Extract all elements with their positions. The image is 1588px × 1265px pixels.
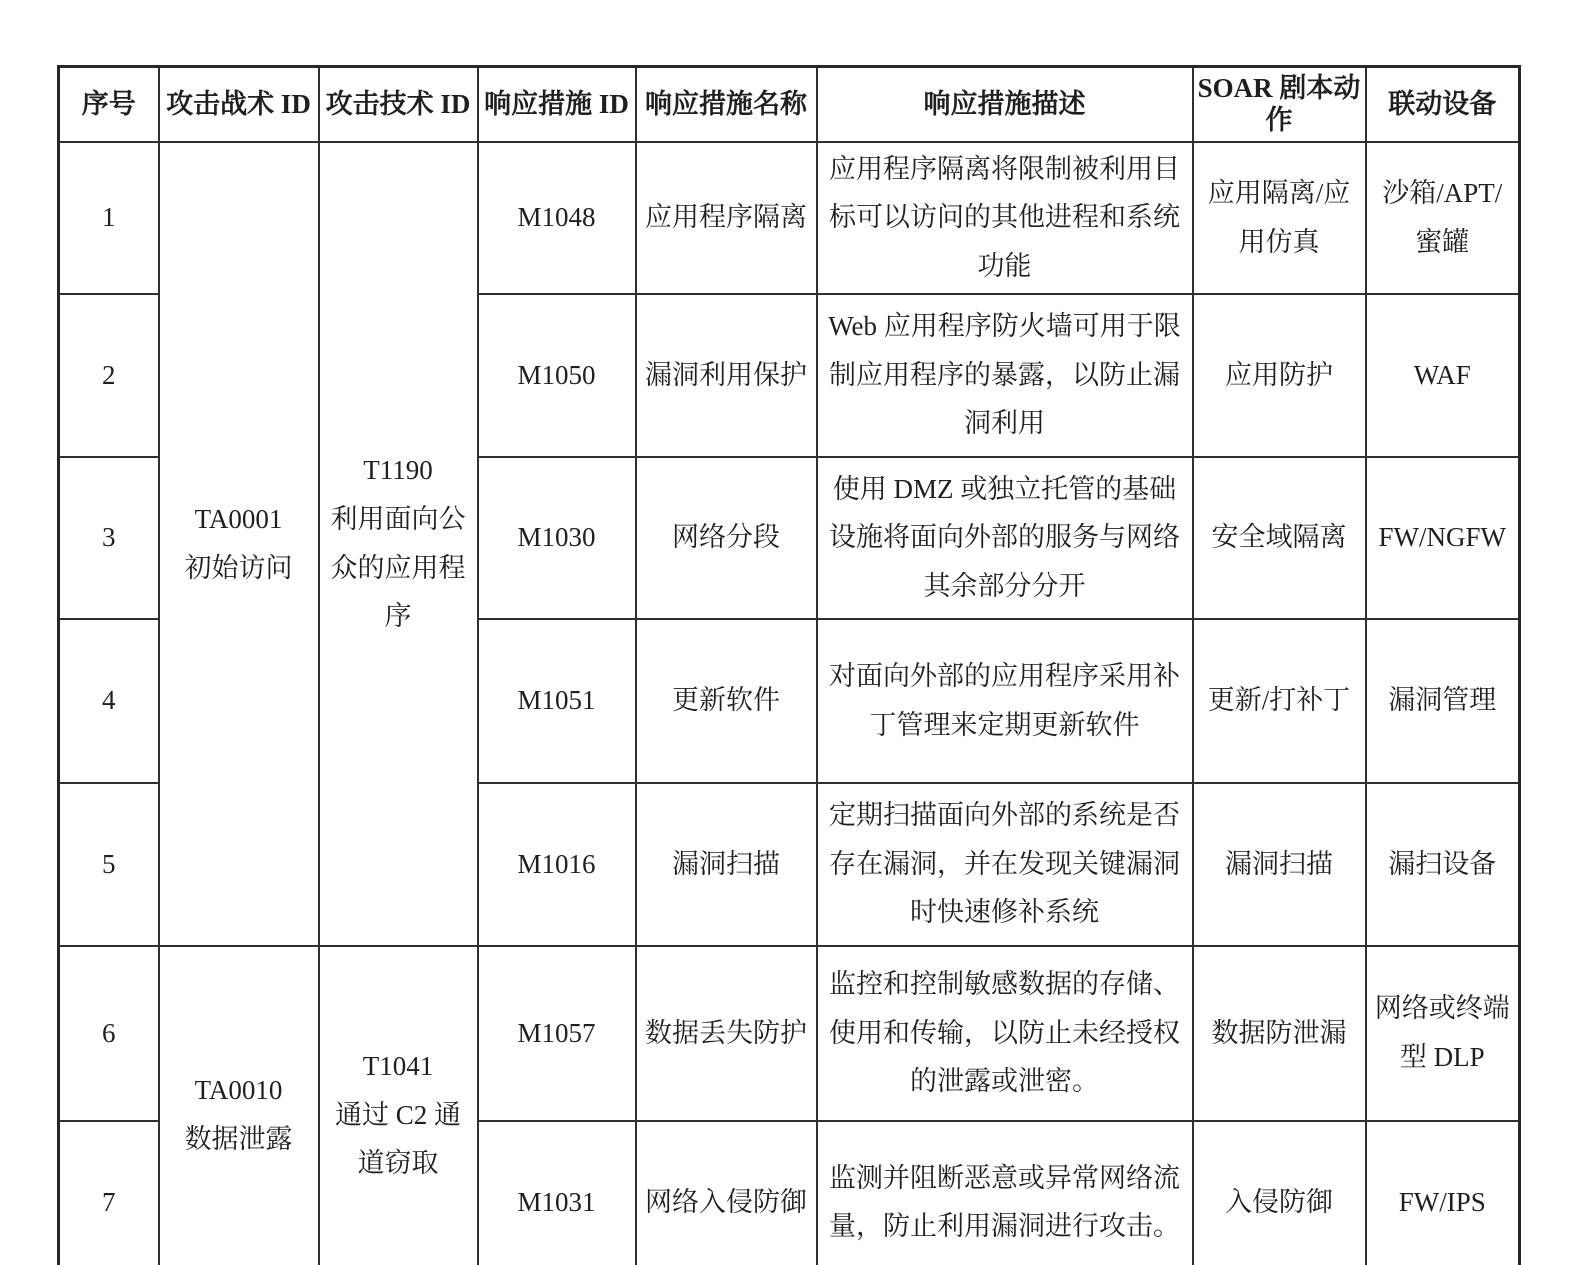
technique-name: 利用面向公众的应用程序 <box>330 504 466 632</box>
soar-action: 漏洞扫描 <box>1193 783 1366 946</box>
column-header-measure-desc: 响应措施描述 <box>817 67 1193 142</box>
table-row <box>59 142 1520 294</box>
measure-desc: 应用程序隔离将限制被利用目标可以访问的其他进程和系统功能 <box>817 142 1193 294</box>
row-index: 7 <box>59 1121 159 1265</box>
linked-device: 沙箱/APT/蜜罐 <box>1366 142 1520 294</box>
linked-device: FW/IPS <box>1366 1121 1520 1265</box>
measure-desc: 监测并阻断恶意或异常网络流量，防止利用漏洞进行攻击。 <box>817 1121 1193 1265</box>
column-header-measure-name: 响应措施名称 <box>636 67 817 142</box>
tactic-name: 数据泄露 <box>184 1123 293 1154</box>
tactic-id: TA0001 <box>194 504 283 535</box>
row-index: 5 <box>59 783 159 946</box>
technique-cell-t1190 <box>319 142 478 946</box>
measure-id: M1030 <box>478 457 636 619</box>
measure-desc: 监控和控制敏感数据的存储、使用和传输，以防止未经授权的泄露或泄密。 <box>817 946 1193 1121</box>
technique-id: T1041 <box>362 1050 434 1081</box>
soar-action: 应用隔离/应用仿真 <box>1193 142 1366 294</box>
measure-desc: 定期扫描面向外部的系统是否存在漏洞，并在发现关键漏洞时快速修补系统 <box>817 783 1193 946</box>
soar-action: 更新/打补丁 <box>1193 619 1366 783</box>
measure-desc: 对面向外部的应用程序采用补丁管理来定期更新软件 <box>817 619 1193 783</box>
linked-device: 漏扫设备 <box>1366 783 1520 946</box>
measure-id: M1051 <box>478 619 636 783</box>
row-index: 6 <box>59 946 159 1121</box>
measure-desc: Web 应用程序防火墙可用于限制应用程序的暴露，以防止漏洞利用 <box>817 294 1193 457</box>
soar-action: 数据防泄漏 <box>1193 946 1366 1121</box>
linked-device: WAF <box>1366 294 1520 457</box>
measure-id: M1016 <box>478 783 636 946</box>
measure-id: M1050 <box>478 294 636 457</box>
measure-name: 漏洞利用保护 <box>636 294 817 457</box>
technique-name: 通过 C2 通道窃取 <box>334 1099 461 1179</box>
column-header-measure-id: 响应措施 ID <box>478 67 636 142</box>
linked-device: 网络或终端型 DLP <box>1366 946 1520 1121</box>
column-header-index: 序号 <box>59 67 159 142</box>
technique-cell-t1041 <box>319 946 478 1265</box>
row-index: 4 <box>59 619 159 783</box>
row-index: 1 <box>59 142 159 294</box>
measure-name: 更新软件 <box>636 619 817 783</box>
technique-id: T1190 <box>363 455 433 486</box>
measure-name: 漏洞扫描 <box>636 783 817 946</box>
measure-desc: 使用 DMZ 或独立托管的基础设施将面向外部的服务与网络其余部分分开 <box>817 457 1193 619</box>
tactic-cell-ta0010 <box>159 946 319 1265</box>
measure-name: 应用程序隔离 <box>636 142 817 294</box>
column-header-device: 联动设备 <box>1366 67 1520 142</box>
measure-id: M1048 <box>478 142 636 294</box>
table-row <box>59 946 1520 1121</box>
measure-id: M1031 <box>478 1121 636 1265</box>
tactic-id: TA0010 <box>194 1075 283 1106</box>
linked-device: FW/NGFW <box>1366 457 1520 619</box>
measure-name: 数据丢失防护 <box>636 946 817 1121</box>
response-measures-table <box>57 65 1521 1265</box>
table-header-row <box>59 67 1520 142</box>
soar-action: 入侵防御 <box>1193 1121 1366 1265</box>
tactic-name: 初始访问 <box>184 552 293 583</box>
measure-name: 网络入侵防御 <box>636 1121 817 1265</box>
measure-id: M1057 <box>478 946 636 1121</box>
soar-action: 安全域隔离 <box>1193 457 1366 619</box>
linked-device: 漏洞管理 <box>1366 619 1520 783</box>
measure-name: 网络分段 <box>636 457 817 619</box>
tactic-cell-ta0001 <box>159 142 319 946</box>
row-index: 2 <box>59 294 159 457</box>
column-header-technique-id: 攻击技术 ID <box>319 67 478 142</box>
soar-action: 应用防护 <box>1193 294 1366 457</box>
column-header-soar-action: SOAR 剧本动作 <box>1193 67 1366 142</box>
row-index: 3 <box>59 457 159 619</box>
column-header-tactic-id: 攻击战术 ID <box>159 67 319 142</box>
